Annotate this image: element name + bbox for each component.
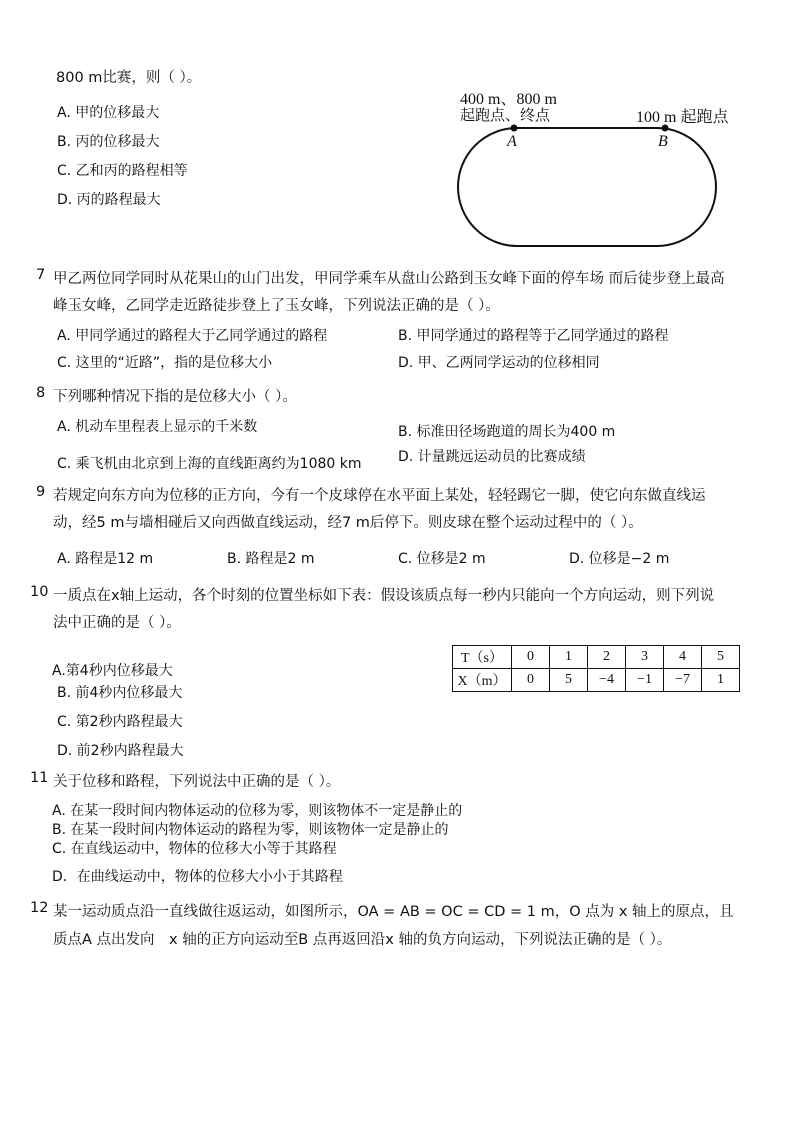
table-cell: 1	[550, 646, 588, 669]
table-cell: 3	[626, 646, 664, 669]
table-cell: 0	[512, 669, 550, 692]
q6-option-c: C. 乙和丙的路程相等	[57, 163, 188, 179]
q7-line2: 峰玉女峰，乙同学走近路徒步登上了玉女峰，下列说法正确的是（ ）。	[53, 298, 500, 314]
q7-option-b: B. 甲同学通过的路程等于乙同学通过的路程	[398, 328, 669, 344]
q7-option-d: D. 甲、乙两同学运动的位移相同	[398, 355, 600, 371]
q8-line1: 下列哪种情况下指的是位移大小（ ）。	[53, 389, 297, 405]
q9-option-c: C. 位移是2 m	[398, 551, 486, 567]
table-cell: −4	[588, 669, 626, 692]
q9-line1: 若规定向东方向为位移的正方向，今有一个皮球停在水平面上某处，轻轻踢它一脚，使它向东做直线运	[53, 488, 706, 504]
q10-number: 10	[30, 584, 49, 600]
q10-option-b: B. 前4秒内位移最大	[57, 685, 183, 701]
q9-number: 9	[36, 484, 46, 500]
track-label-start-finish: 起跑点、终点	[460, 108, 551, 124]
q7-option-c: C. 这里的“近路”，指的是位移大小	[57, 355, 273, 371]
q6-option-a: A. 甲的位移最大	[57, 105, 160, 121]
table-cell: 0	[512, 646, 550, 669]
table-cell: 4	[664, 646, 702, 669]
track-label-400-800: 400 m、800 m	[460, 91, 557, 108]
q6-option-d: D. 丙的路程最大	[57, 192, 161, 208]
table-row-time	[453, 646, 740, 669]
table-cell: X（m）	[453, 669, 512, 692]
q8-option-c: C. 乘飞机由北京到上海的直线距离约为1080 km	[57, 456, 362, 472]
q7-number: 7	[36, 267, 46, 283]
q9-option-d: D. 位移是−2 m	[569, 551, 670, 567]
q11-option-c: C. 在直线运动中，物体的位移大小等于其路程	[52, 841, 337, 857]
q11-option-d: D．在曲线运动中，物体的位移大小小于其路程	[52, 869, 343, 885]
q9-line2: 动，经5 m与墙相碰后又向西做直线运动，经7 m后停下。则皮球在整个运动过程中的（ ）。	[53, 515, 643, 531]
track-point-b-label: B	[658, 133, 668, 150]
table-cell: 2	[588, 646, 626, 669]
q6-stem-tail: 800 m比赛，则（ ）。	[56, 70, 202, 86]
q11-number: 11	[30, 770, 49, 786]
q11-option-b: B. 在某一段时间内物体运动的路程为零，则该物体一定是静止的	[52, 822, 449, 838]
q11-option-a: A. 在某一段时间内物体运动的位移为零，则该物体不一定是静止的	[52, 803, 463, 819]
table-row-position	[453, 669, 740, 692]
q12-line1: 某一运动质点沿一直线做往返运动，如图所示，OA = AB = OC = CD = 1 m，O 点为 x 轴上的原点，且	[53, 904, 734, 920]
q10-option-d: D. 前2秒内路程最大	[57, 743, 184, 759]
point-a-marker	[511, 125, 518, 132]
q12-number: 12	[30, 900, 49, 916]
position-table	[452, 645, 740, 692]
q8-number: 8	[36, 385, 46, 401]
table-cell: −1	[626, 669, 664, 692]
q6-option-b: B. 丙的位移最大	[57, 134, 160, 150]
q10-option-a: A.第4秒内位移最大	[52, 663, 173, 679]
table-cell: −7	[664, 669, 702, 692]
q12-line2: 质点A 点出发向 x 轴的正方向运动至B 点再返回沿x 轴的负方向运动，下列说法正确的是（ ）。	[53, 932, 672, 948]
running-track-figure	[450, 120, 725, 252]
q7-line1: 甲乙两位同学同时从花果山的山门出发，甲同学乘车从盘山公路到玉女峰下面的停车场 而后徒步登上最高	[53, 271, 725, 287]
track-label-100m-start: 100 m 起跑点	[636, 109, 729, 126]
table-cell: T（s）	[453, 646, 512, 669]
table-cell: 5	[702, 646, 740, 669]
table-cell: 5	[550, 669, 588, 692]
q10-line1: 一质点在x轴上运动，各个时刻的位置坐标如下表：假设该质点每一秒内只能向一个方向运动，则下列说	[53, 588, 715, 604]
q8-option-d: D. 计量跳远运动员的比赛成绩	[398, 449, 586, 465]
q8-option-b: B. 标准田径场跑道的周长为400 m	[398, 424, 616, 440]
q10-line2: 法中正确的是（ ）。	[53, 615, 181, 631]
q9-option-b: B. 路程是2 m	[227, 551, 315, 567]
q7-option-a: A. 甲同学通过的路程大于乙同学通过的路程	[57, 328, 328, 344]
position-table-clip	[452, 645, 742, 689]
track-point-a-label: A	[507, 133, 517, 150]
q8-option-a: A. 机动车里程表上显示的千米数	[57, 419, 258, 435]
q9-option-a: A. 路程是12 m	[57, 551, 154, 567]
q10-option-c: C. 第2秒内路程最大	[57, 714, 183, 730]
q11-line1: 关于位移和路程，下列说法中正确的是（ ）。	[53, 774, 341, 790]
table-cell: 1	[702, 669, 740, 692]
